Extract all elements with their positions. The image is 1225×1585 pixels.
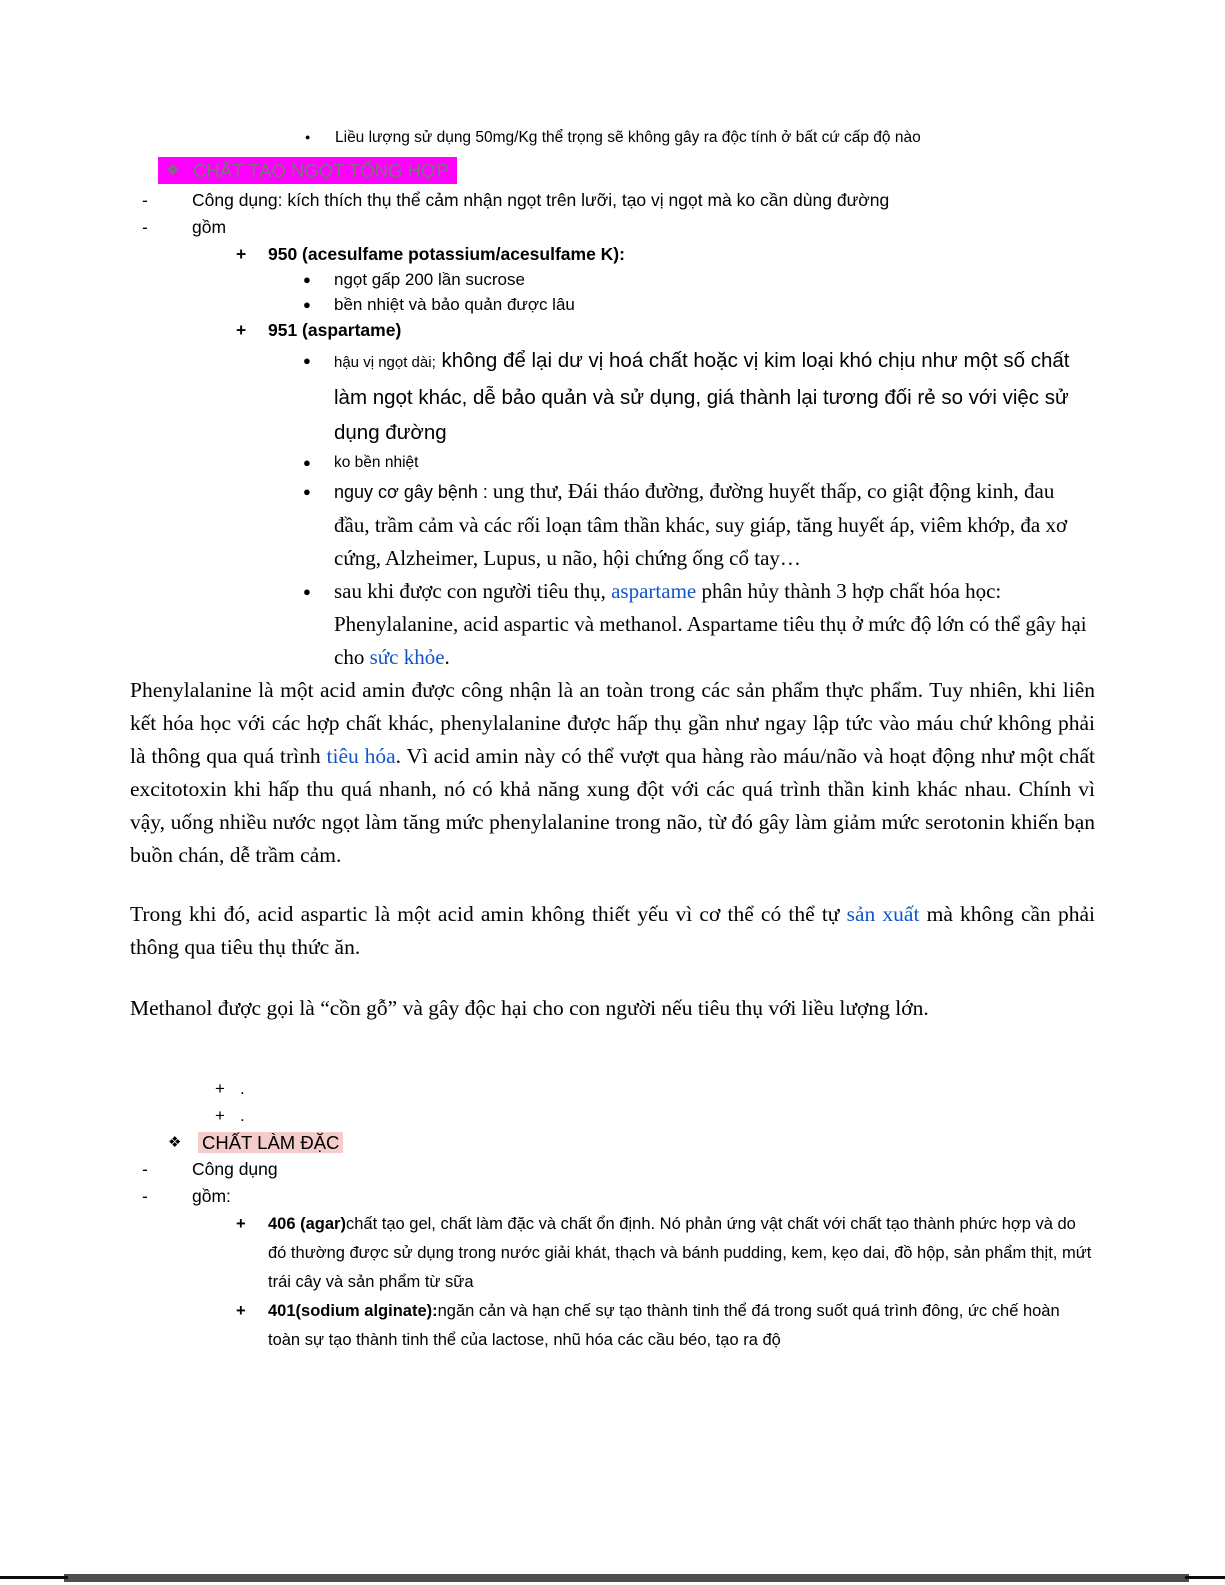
dash-bullet-icon: - [142,1159,148,1179]
link-aspartame[interactable]: aspartame [611,579,697,603]
plus-bullet-icon: + [236,1215,246,1233]
paragraph-phenylalanine [130,674,1095,872]
includes-item [142,214,1095,241]
heat-stability-point [303,450,1095,475]
section-heading-synthetic-sweeteners: CHẤT TẠO NGỌT TỔNG HỢP [193,160,450,181]
breakdown-text [334,575,1095,674]
phenylalanine-t2: . Vì acid amin này có thể vượt qua hàng rào máu/não và hoạt động như một chất excitotoxin khi hấp thu quá nhanh, nó có khả năng xung đột với các quá trình thần kinh khác nhau. Chính vì vậy, uống nhiều nước ngọt làm tăng mức phenylalanine trong não, từ đó gây làm giảm mức serotonin khiến bạn buồn chán, dễ trầm cảm. [130,744,1095,867]
bullet-icon: ● [303,272,311,287]
diamond-bullet-icon: ❖ [168,1134,182,1151]
plus-bullet-icon: + [236,244,247,264]
includes-text: gồm [192,217,227,237]
includes-item [142,1183,1095,1210]
link-suc-khoe[interactable]: sức khỏe [369,645,445,669]
plus-bullet-icon: + [236,320,247,340]
aftertaste-prefix: hậu vị ngọt dài; [334,354,436,371]
placeholder-item [215,1102,1095,1129]
aftertaste-text [334,343,1095,450]
breakdown-t1: sau khi được con người tiêu thụ, [334,579,612,603]
usage-text: Công dụng [192,1159,278,1179]
bullet-icon: ● [303,353,311,368]
additive-401-item [236,1297,1095,1355]
additive-950-point-text: bền nhiệt và bảo quản được lâu [334,295,575,314]
additive-950-item [236,241,1095,267]
magenta-highlight [158,157,457,184]
plus-bullet-icon: + [215,1106,225,1125]
plus-bullet-icon: + [215,1079,225,1098]
page-break-line-right [1185,1576,1225,1579]
usage-text: Công dụng: kích thích thụ thể cảm nhận ngọt trên lưỡi, tạo vị ngọt mà ko cần dùng đường [192,190,890,210]
placeholder-item [215,1075,1095,1102]
dash-bullet-icon: - [142,217,148,237]
additive-950-point [303,267,1095,292]
additive-950-point [303,292,1095,317]
paragraph-methanol: Methanol được gọi là “cồn gỗ” và gây độc hại cho con người nếu tiêu thụ với liều lượng lớn. [130,996,929,1020]
breakdown-t3: . [444,645,450,669]
disease-risk-text [334,475,1095,575]
additive-401-desc: ngăn cản và hạn chế sự tạo thành tinh thể đá trong suốt quá trình đông, ức chế hoàn toàn sự tạo thành tinh thể của lactose, nhũ hóa các cầu béo, tạo ra độ [268,1302,1060,1349]
page-break-bar [64,1574,1189,1582]
phenylalanine-t1: Phenylalanine là một acid amin được công nhận là an toàn trong các sản phẩm thực phẩm. Tuy nhiên, khi liên kết hóa học với các hợp chất khác, phenylalanine được hấp thụ gần như ngay lập tức vào máu chứ không phải là thông qua quá trình [130,678,1095,768]
additive-406-desc: chất tạo gel, chất làm đặc và chất ổn định. Nó phản ứng vật chất với chất tạo thành phức hợp và do đó thường được sử dụng trong nước giải khát, thạch và bánh pudding, kem, kẹo dai, đồ hộp, sản phẩm thịt, mứt trái cây và sản phẩm từ sữa [268,1215,1092,1291]
additive-951-title: 951 (aspartame) [268,320,402,340]
placeholder-text: . [240,1079,245,1098]
section-heading-thickeners: CHẤT LÀM ĐẶC [198,1132,343,1153]
paragraph-aspartic-acid [130,898,1095,964]
additive-406-text [268,1210,1095,1297]
section-thickeners-heading-row [168,1129,1095,1156]
aspartic-t2: mà không cần phải thông qua tiêu thụ thức ăn. [130,902,1095,959]
heat-stability-text: ko bền nhiệt [334,454,419,471]
additive-406-item [236,1210,1095,1297]
diamond-bullet-icon: ❖ [166,162,180,179]
bullet-icon: ● [303,455,311,470]
aftertaste-point [303,343,1095,450]
usage-item [142,187,1095,214]
bullet-icon: ● [303,484,311,499]
disease-risk-point [303,475,1095,575]
intro-bullet-item [305,126,1095,149]
bullet-icon: ● [303,297,311,312]
breakdown-point [303,575,1095,674]
aspartic-t1: Trong khi đó, acid aspartic là một acid amin không thiết yếu vì cơ thể có thể tự [130,902,847,926]
link-san-xuat[interactable]: sản xuất [846,902,920,926]
additive-950-title: 950 (acesulfame potassium/acesulfame K): [268,244,625,264]
disease-risk-prefix: nguy cơ gây bệnh : [334,482,493,502]
dash-bullet-icon: - [142,190,148,210]
usage-item [142,1156,1095,1183]
aftertaste-rest: không để lại dư vị hoá chất hoặc vị kim loại khó chịu như một số chất làm ngọt khác, dễ bảo quản và sử dụng, giá thành lại tương đối rẻ so với việc sử dụng đường [334,349,1070,444]
placeholder-text: . [240,1106,245,1125]
intro-bullet-text: Liều lượng sử dụng 50mg/Kg thể trọng sẽ không gây ra độc tính ở bất cứ cấp độ nào [335,129,921,146]
section-synthetic-sweeteners-heading-row [158,157,1095,184]
additive-951-item [236,317,1095,343]
bullet-icon: ● [303,584,311,599]
dash-bullet-icon: - [142,1186,148,1206]
placeholder-block [130,1075,1095,1129]
link-tieu-hoa[interactable]: tiêu hóa [326,744,396,768]
bullet-icon: ● [305,132,311,142]
includes-text: gồm: [192,1186,231,1206]
additive-950-point-text: ngọt gấp 200 lần sucrose [334,270,525,289]
plus-bullet-icon: + [236,1302,246,1320]
disease-risk-list: ung thư, Đái tháo đường, đường huyết thấp, co giật động kinh, đau đầu, trầm cảm và các rối loạn tâm thần khác, suy giáp, tăng huyết áp, viêm khớp, đa xơ cứng, Alzheimer, Lupus, u não, hội chứng ống cổ tay… [334,479,1068,570]
additive-401-title: 401(sodium alginate): [268,1302,438,1320]
breakdown-t2: phân hủy thành 3 hợp chất hóa học: Phenylalanine, acid aspartic và methanol. Aspartame tiêu thụ ở mức độ lớn có thể gây hại cho [334,579,1087,669]
page-break-line-left [0,1576,68,1579]
additive-406-title: 406 (agar) [268,1215,346,1233]
additive-401-text [268,1297,1095,1355]
